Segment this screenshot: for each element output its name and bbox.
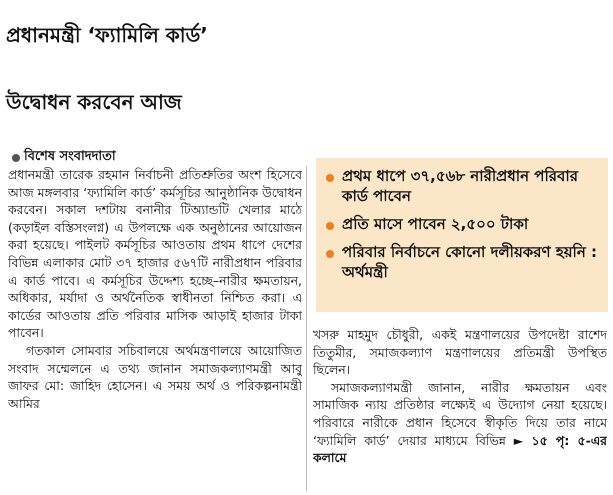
highlight-item: [326, 242, 600, 282]
highlight-item: [326, 166, 600, 206]
highlights-box: [316, 158, 608, 312]
headline-line-2: উদ্বোধন করবেন আজ: [6, 90, 182, 114]
headline: [6, 2, 606, 136]
highlight-item: [326, 214, 600, 234]
headline-line-1: প্রধানমন্ত্রী ‘ফ্যামিলি কার্ড’: [6, 23, 208, 47]
continued-jump: ► ১৫ পৃ: ৫-এর কলামে: [313, 432, 607, 466]
highlight-text: পরিবার নির্বাচনে কোনো দলীয়করণ হয়নি : অর্থমন্ত্রী: [342, 243, 598, 281]
byline-text: বিশেষ সংবাদদাতা: [24, 149, 116, 164]
body-paragraph: প্রধানমন্ত্রী তারেক রহমান নির্বাচনী প্রতিশ্রুতির অংশ হিসেবে আজ মঙ্গলবার ‘ফ্যামিলি কার্ড’ কর্মসূচির আনুষ্ঠানিক উদ্বোধন করবেন। সকাল দশটায় বনানীর টিঅ্যান্ডটি খেলার মাঠে (কড়াইল বস্তিসংলগ্ন) এ উপলক্ষে এক অনুষ্ঠানের আয়োজন করা হয়েছে। পাইলট কর্মসূচির আওতায় প্রথম ধাপে দেশের বিভিন্ন এলাকার মোট ৩৭ হাজার ৫৬৭টি নারীপ্রধান পরিবার এ কার্ড পাবে। এ কর্মসূচির উদ্দেশ্য হচ্ছে–নারীর ক্ষমতায়ন, অধিকার, মর্যাদা ও অর্থনৈতিক স্বাধীনতা নিশ্চিত করা। এ কার্ডের আওতায় প্রতি পরিবার মাসিক আড়াই হাজার টাকা পাবেন।: [8, 167, 302, 341]
column-divider: [306, 166, 307, 491]
body-paragraph: [313, 379, 607, 467]
highlight-text: প্রতি মাসে পাবেন ২,৫০০ টাকা: [342, 215, 529, 233]
highlight-text: প্রথম ধাপে ৩৭,৫৬৮ নারীপ্রধান পরিবার কার্ড পাবেন: [342, 167, 578, 205]
continued-jump-text: ১৫ পৃ: ৫-এর কলামে: [313, 432, 607, 466]
body-paragraph: খসরু মাহমুদ চৌধুরী, একই মন্ত্রণালয়ের উপদেষ্টা রাশেদ তিতুমীর, সমাজকল্যাণ মন্ত্রণালয়ের প্রতিমন্ত্রী উপস্থিত ছিলেন।: [313, 327, 607, 378]
article-column-right: [313, 326, 607, 492]
orange-bullet-icon: [326, 174, 334, 182]
body-paragraph: গতকাল সোমবার সচিবালয়ে অর্থমন্ত্রণালয়ে আয়োজিত সংবাদ সম্মেলনে এ তথ্য জানান সমাজকল্যাণমন্ত্রী আবু জাফর মো: জাহিদ হোসেন। এ সময় অর্থ ও পরিকল্পনামন্ত্রী আমির: [8, 342, 302, 411]
article-column-left: [8, 166, 302, 492]
orange-bullet-icon: [326, 250, 334, 258]
byline: [12, 147, 116, 168]
bullet-dot-icon: [12, 154, 20, 162]
body-paragraph-text: সমাজকল্যাণমন্ত্রী জানান, নারীর ক্ষমতায়ন এবং সামাজিক ন্যায় প্রতিষ্ঠার লক্ষ্যেই এ উদ্যোগ নেয়া হয়েছে। পরিবারে নারীকে প্রধান হিসেবে স্বীকৃতি দিয়ে তার নামে ‘ফ্যামিলি কার্ড’ দেয়ার মাধ্যমে বিভিন্ন: [313, 379, 607, 448]
orange-bullet-icon: [326, 222, 334, 230]
